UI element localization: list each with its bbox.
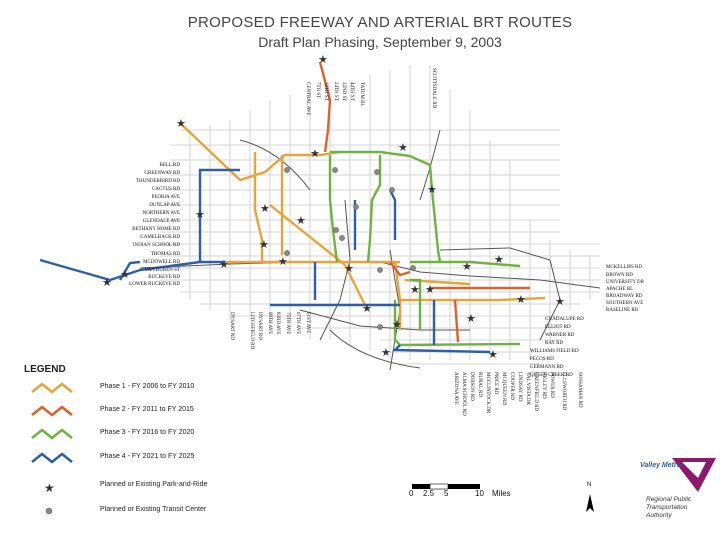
street-label: 99TH AVE xyxy=(267,312,272,335)
legend-label: Planned or Existing Park-and-Ride xyxy=(100,481,208,488)
street-label: MCDOWELL RD xyxy=(143,260,180,265)
street-label: WARNER RD xyxy=(545,333,575,338)
street-label: DUNLAP AVE xyxy=(149,203,180,208)
north-arrow-icon xyxy=(586,494,594,512)
transit-center-dot xyxy=(284,167,289,172)
street-label: POWER RD xyxy=(549,372,554,398)
street-label: ELLSWORTH RD xyxy=(561,372,566,411)
street-label: QUEEN CREEK RD xyxy=(530,373,573,378)
scale-tick: 0 xyxy=(409,489,414,498)
transit-center-dot xyxy=(377,324,382,329)
street-label: 83RD AVE xyxy=(275,312,280,335)
street-label: BUCKEYE RD xyxy=(148,275,180,280)
street-label: LITCHFIELD RD xyxy=(249,312,254,350)
park-and-ride-star: ★ xyxy=(494,254,504,266)
street-label: RAY RD xyxy=(545,341,564,346)
legend-phase1-swatch xyxy=(32,384,72,392)
transit-center-dot xyxy=(410,265,415,270)
street-label: NORTHERN AVE xyxy=(142,211,180,216)
street-label: 75TH AVE xyxy=(285,312,290,335)
street-label: 51ST AVE xyxy=(305,312,310,334)
street-label: 44TH ST xyxy=(349,82,354,101)
street-label: GREENFIELD RD xyxy=(533,372,538,412)
street-label: BELL RD xyxy=(159,163,180,168)
street-label: GLENDALE AVE xyxy=(142,219,180,224)
transit-center-dot xyxy=(377,267,382,272)
street-label: HIGLEY RD xyxy=(541,372,546,399)
logo-line: Transportation xyxy=(646,504,688,511)
street-label: MCKELLIPS RD xyxy=(606,265,642,270)
street-label: LOWER BUCKEYE RD xyxy=(129,282,180,287)
park-and-ride-star: ★ xyxy=(427,184,437,196)
street-label: MCQUEEN RD xyxy=(501,372,506,405)
street-label: BETHANY HOME RD xyxy=(132,227,180,232)
street-label: THUNDERBIRD RD xyxy=(135,179,180,184)
park-and-ride-star: ★ xyxy=(120,269,130,281)
street-label: 24TH ST xyxy=(333,82,338,101)
legend-phase3-swatch xyxy=(32,430,72,438)
street-label: GERMANN RD xyxy=(530,365,564,370)
legend-phase2-swatch xyxy=(32,407,72,415)
street-label: DYSART RD xyxy=(257,312,262,340)
street-label: BASELINE RD xyxy=(606,308,639,313)
legend-label: Phase 2 - FY 2011 to FY 2015 xyxy=(100,406,194,413)
park-and-ride-star: ★ xyxy=(260,203,270,215)
park-and-ride-star: ★ xyxy=(318,54,328,66)
park-and-ride-star: ★ xyxy=(362,303,372,315)
street-label: SOSSAMAN RD xyxy=(577,372,582,408)
street-label: GUADALUPE RD xyxy=(545,317,584,322)
park-and-ride-star: ★ xyxy=(344,263,354,275)
street-label: VAN BUREN ST xyxy=(144,268,180,273)
street-label: RURAL RD xyxy=(477,372,482,397)
street-label: APACHE BL xyxy=(606,287,634,292)
legend-label: Phase 4 - FY 2021 to FY 2025 xyxy=(100,453,195,460)
transit-center-dot xyxy=(374,169,379,174)
street-label: DOBSON RD xyxy=(469,372,474,401)
street-label: CACTUS RD xyxy=(152,187,180,192)
street-label: THOMAS RD xyxy=(150,252,180,257)
legend-star-icon: ★ xyxy=(44,481,55,495)
transit-center-dot xyxy=(353,204,358,209)
street-label: SOUTHERN AVE xyxy=(606,301,644,306)
street-label: DYSART RD xyxy=(229,312,234,340)
street-label: PRICE RD xyxy=(493,372,498,395)
street-label: CENTRAL AVE xyxy=(305,82,310,116)
park-and-ride-star: ★ xyxy=(102,277,112,289)
scale-tick: 10 xyxy=(475,489,484,498)
street-label: WILLIAMS FIELD RD xyxy=(530,349,579,354)
park-and-ride-star: ★ xyxy=(398,142,408,154)
logo-brand: Valley Metro xyxy=(640,462,681,469)
legend-dot-icon xyxy=(46,508,52,514)
street-label: INDIAN SCHOOL RD xyxy=(132,243,180,248)
park-and-ride-star: ★ xyxy=(425,284,435,296)
street-label: 16TH ST xyxy=(323,82,328,101)
street-grid xyxy=(160,65,600,364)
transit-center-dot xyxy=(332,167,337,172)
street-label: TATUM BL xyxy=(359,82,364,107)
legend-label: Phase 3 - FY 2016 to FY 2020 xyxy=(100,429,195,436)
park-and-ride-star: ★ xyxy=(195,209,205,221)
street-label: ALMA SCHOOL RD xyxy=(461,372,466,416)
legend-label: Phase 1 - FY 2006 to FY 2010 xyxy=(100,383,195,390)
street-label: PECOS RD xyxy=(530,357,554,362)
legend-swatches xyxy=(32,384,72,462)
park-and-ride-star: ★ xyxy=(488,349,498,361)
scale-tick: 5 xyxy=(444,489,449,498)
street-label: 67TH AVE xyxy=(295,312,300,335)
map-subtitle: Draft Plan Phasing, September 9, 2003 xyxy=(258,34,502,50)
park-and-ride-star: ★ xyxy=(219,259,229,271)
park-and-ride-star: ★ xyxy=(310,148,320,160)
park-and-ride-star: ★ xyxy=(392,319,402,331)
park-and-ride-star: ★ xyxy=(555,296,565,308)
street-label: UNIVERSITY DR xyxy=(606,280,645,285)
street-label: SCOTTSDALE RD xyxy=(431,68,436,109)
scale-unit: Miles xyxy=(492,489,511,498)
street-label: LINDSAY RD xyxy=(517,372,522,402)
transit-center-dot xyxy=(333,227,338,232)
street-label: ARIZONA AVE xyxy=(453,372,458,405)
street-label: CAMELBACK RD xyxy=(140,235,180,240)
park-and-ride-star: ★ xyxy=(176,118,186,130)
street-label: VAL VISTA DR xyxy=(525,372,530,405)
street-label: MCCLINTOCK DR xyxy=(485,372,490,414)
street-label: 32ND ST xyxy=(341,82,346,102)
park-and-ride-star: ★ xyxy=(466,313,476,325)
legend-title: LEGEND xyxy=(24,364,66,375)
park-and-ride-star: ★ xyxy=(278,256,288,268)
street-label: GREENWAY RD xyxy=(144,171,180,176)
street-label: BROADWAY RD xyxy=(606,294,643,299)
street-label: 7TH ST xyxy=(315,82,320,99)
transit-center-dot xyxy=(389,187,394,192)
logo-line: Regional Public xyxy=(646,496,692,503)
street-label: ELLIOT RD xyxy=(545,325,571,330)
park-and-ride-star: ★ xyxy=(296,215,306,227)
logo-authority xyxy=(646,496,691,520)
park-and-ride-star: ★ xyxy=(410,284,420,296)
transit-center-dot xyxy=(339,235,344,240)
park-and-ride-star: ★ xyxy=(259,239,269,251)
street-label: BROWN RD xyxy=(606,273,633,278)
park-and-ride-star: ★ xyxy=(462,261,472,273)
legend-phase4-swatch xyxy=(32,454,72,462)
scale-tick: 2.5 xyxy=(423,489,435,498)
park-and-ride-star: ★ xyxy=(381,347,391,359)
park-and-ride-star: ★ xyxy=(516,294,526,306)
logo-line: Authority xyxy=(646,512,672,519)
transit-center-dot xyxy=(284,250,289,255)
legend-label: Planned or Existing Transit Center xyxy=(100,506,207,513)
north-label: N xyxy=(587,482,592,488)
street-label: PEORIA AVE xyxy=(151,195,180,200)
map-title: PROPOSED FREEWAY AND ARTERIAL BRT ROUTES xyxy=(187,14,573,31)
street-label: COOPER RD xyxy=(509,372,514,400)
